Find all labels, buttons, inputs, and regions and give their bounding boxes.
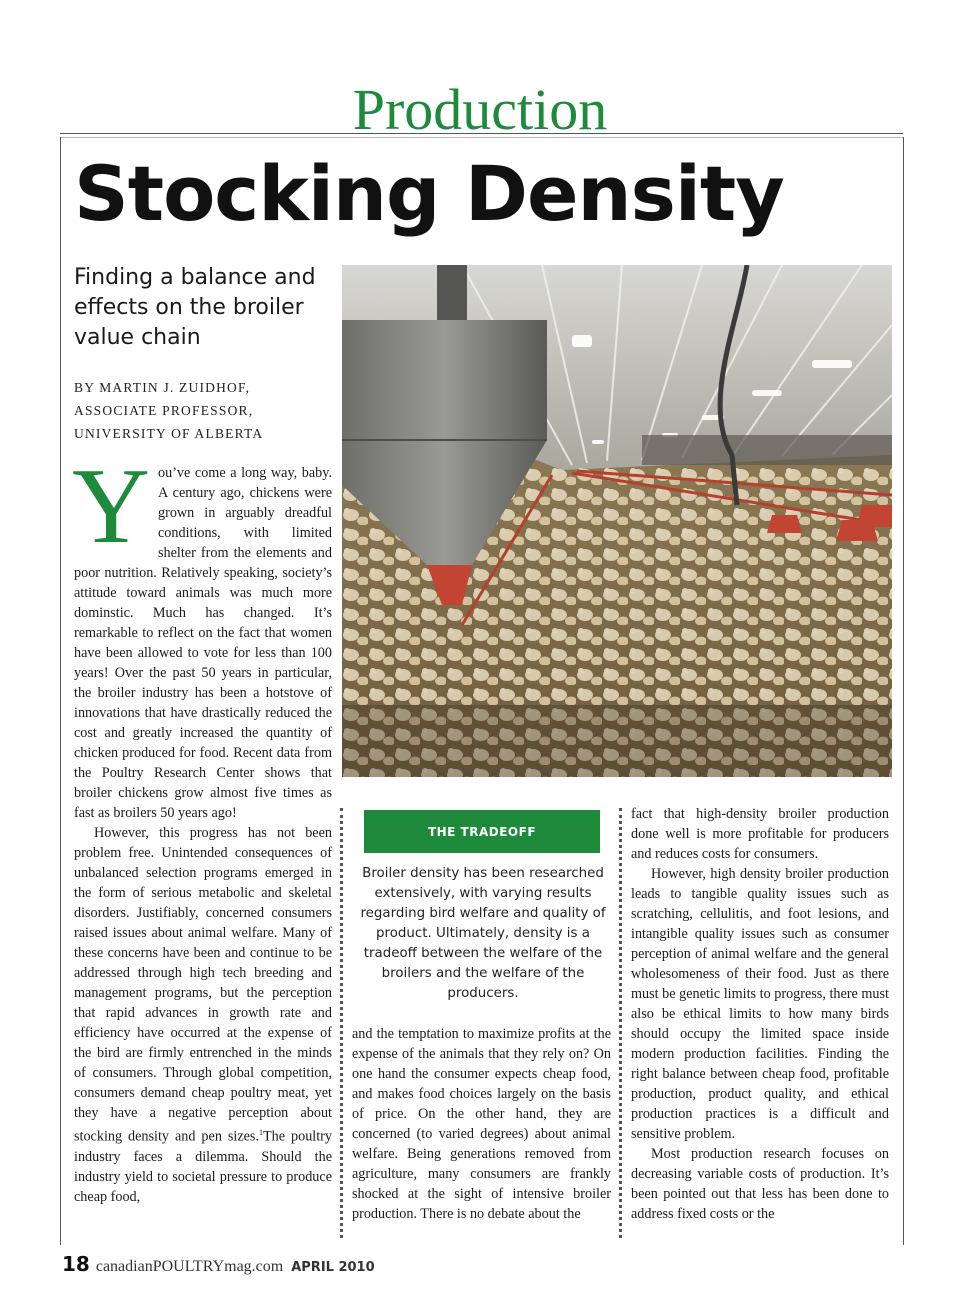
dropcap: Y: [72, 447, 150, 566]
article-title: Stocking Density: [74, 149, 784, 238]
paragraph: Most production research focuses on decreasing variable costs of production. It’s been pointed out that less has been done to address fixed costs or the: [631, 1146, 889, 1222]
byline-position: ASSOCIATE PROFESSOR,: [74, 403, 254, 418]
byline: [74, 376, 334, 445]
page-number: 18: [62, 1252, 90, 1276]
paragraph: [72, 447, 332, 823]
paragraph-text: However, this progress has not been problem free. Unintended consequences of unbalanced selection programs emerged in the form of serious metabolic and skeletal disorders. Justifiably, concerned consumers raised issues about animal welfare. Many of these concerns have been and continue to be addressed through high tech breeding and management programs, but the perception that rapid advances in growth rate and efficiency have occurred at the expense of the bird are firmly entrenched in the minds of consumers. Through global competition, consumers demand cheap poultry meat, yet they have a negative perception about stocking density and pen sizes.: [74, 825, 332, 1145]
broiler-barn-photo: [342, 265, 892, 777]
sidebar-text: Broiler density has been researched extensively, with varying results regarding bird welfare and quality of product. Ultimately, density is a tradeoff between the welfare of the broilers and the welfare of the producers.: [360, 866, 606, 1001]
column-divider: [340, 808, 343, 1238]
column-divider: [619, 808, 622, 1238]
article-column-1: [72, 447, 332, 1207]
article-column-3: [631, 804, 889, 1224]
paragraph: fact that high-density broiler production done well is more profitable for producers and reduces costs for consumers.: [631, 806, 889, 862]
article-subtitle: Finding a balance and effects on the broiler value chain: [74, 265, 316, 350]
footer-site: canadianPOULTRYmag.com: [95, 1258, 284, 1275]
paragraph: However, high density broiler production leads to tangible quality issues such as scratching, cellulitis, and foot lesions, and intangible quality issues such as consumer perception of animal welfare and the general wholesomeness of their food. Just as there must be genetic limits to progress, there must also be ethical limits to how many birds should occupy the limited space inside modern production facilities. Finding the right balance between cheap food, profitable production, product quality, and ethical production practices is a difficult and sensitive problem.: [631, 866, 889, 1142]
byline-institution: UNIVERSITY OF ALBERTA: [74, 426, 264, 441]
footer-issue: APRIL 2010: [291, 1260, 375, 1275]
header-rule-thin: [60, 137, 903, 138]
paragraph-text: The poultry industry faces a dilemma. Should the industry yield to societal pressure to produce cheap food,: [74, 1128, 332, 1205]
byline-author: BY MARTIN J. ZUIDHOF,: [74, 380, 251, 395]
section-heading: Production: [352, 77, 608, 142]
header-rule: [60, 133, 903, 134]
article-column-2: [352, 1024, 611, 1224]
frame-right-rule: [903, 137, 904, 1245]
frame-left-rule: [60, 137, 61, 1245]
sidebar-heading: THE TRADEOFF: [364, 810, 600, 853]
page-footer: [62, 1252, 375, 1276]
paragraph: [74, 823, 332, 1207]
footnote-marker: 1: [259, 1128, 263, 1137]
paragraph: and the temptation to maximize profits at the expense of the animals that they rely on? On one hand the consumer expects cheap food, and makes food choices largely on the basis of price. On the other hand, they are concerned (to varied degrees) about animal welfare. Being generations removed from agriculture, many consumers are frankly shocked at the sight of intensive broiler production. There is no debate about the: [352, 1026, 611, 1222]
paragraph-text: ou’ve come a long way, baby. A century ago, chickens were grown in arguably dreadful conditions, with limited shelter from the elements and poor nutrition. Relatively speaking, society’s attitude toward animals was much more dominstic. Much has changed. It’s remarkable to reflect on the fact that women have been allowed to vote for less than 100 years! Over the past 50 years in particular, the broiler industry has been a hotstove of innovations that have drastically reduced the cost and greatly increased the quantity of chicken produced for food. Recent data from the Poultry Research Center shows that broiler chickens grow almost five times as fast as broilers 50 years ago!: [74, 465, 332, 821]
